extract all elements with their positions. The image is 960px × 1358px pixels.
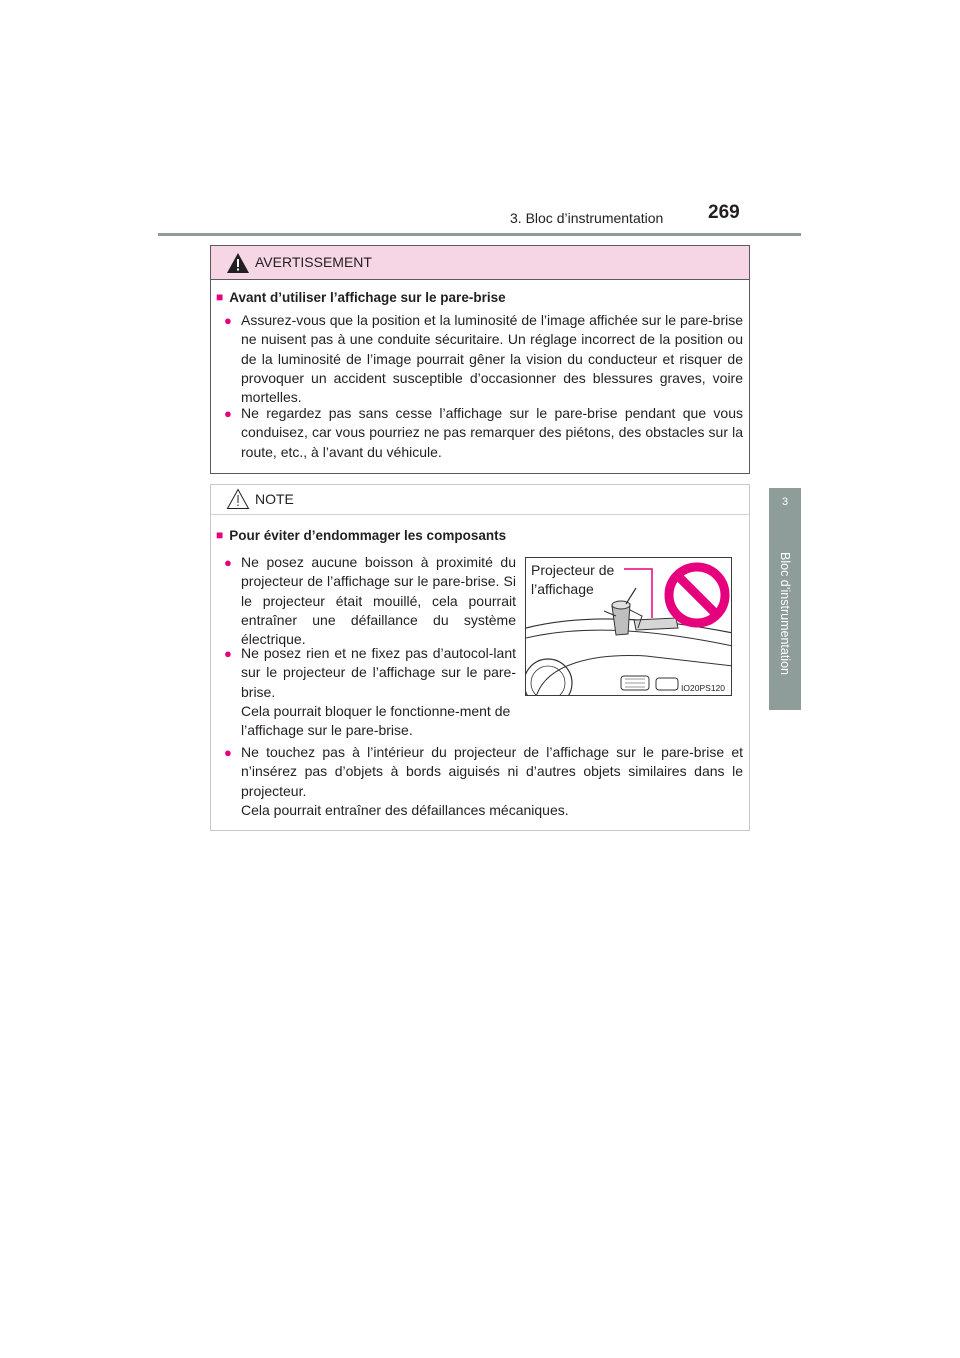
chapter-title: Bloc d’instrumentation	[778, 552, 792, 675]
notice-item-text: Cela pourrait bloquer le fonctionne-ment de l’affichage sur le pare-brise.	[241, 702, 511, 739]
bullet-icon: ●	[224, 406, 232, 421]
section-title: 3. Bloc d’instrumentation	[510, 210, 664, 226]
warning-header	[211, 246, 749, 280]
chapter-number: 3	[781, 496, 789, 508]
notice-heading	[216, 528, 506, 543]
warning-item-text: Assurez-vous que la position et la luminosité de l’image affichée sur le pare-brise ne nuisent pas à une conduite sécuritaire. Un réglage incorrect de la position ou de la luminosité de l’image pourrait gêner la vision du conducteur et risquer de provoquer un accident susceptible d’occasionner des blessures graves, voire mortelles.	[241, 312, 743, 406]
notice-item	[224, 644, 516, 740]
notice-heading-text: Pour éviter d’endommager les composants	[229, 528, 507, 543]
bullet-icon: ●	[224, 646, 232, 661]
notice-item-text: Ne posez rien et ne fixez pas d’autocol-lant sur le projecteur de l’affichage sur le pare-brise.	[241, 645, 516, 700]
notice-item-text: Ne touchez pas à l’intérieur du projecteur de l’affichage sur le pare-brise et n’insérez pas d’objets à bords aiguisés ni d’autres objets similaires dans le projecteur.	[241, 744, 743, 799]
notice-item	[224, 743, 743, 820]
notice-item	[224, 553, 516, 649]
figure-label-line1: Projecteur de	[531, 562, 615, 578]
notice-item-text: Ne posez aucune boisson à proximité du projecteur de l’affichage sur le pare-brise. Si le projecteur était mouillé, cela pourrait entraîner une défaillance du système électrique.	[241, 554, 516, 648]
notice-label: NOTE	[255, 491, 294, 507]
warning-item	[224, 404, 743, 462]
bullet-icon: ●	[224, 745, 232, 760]
warning-item	[224, 311, 743, 407]
page-number: 269	[708, 202, 740, 223]
warning-item-text: Ne regardez pas sans cesse l’affichage sur le pare-brise pendant que vous conduisez, car vous pourriez ne pas remarquer des piétons, des obstacles sur la route, etc., à l’avant du véhicule.	[241, 405, 743, 460]
notice-header	[211, 485, 749, 515]
warning-heading-text: Avant d’utiliser l’affichage sur le pare-brise	[229, 290, 506, 305]
notice-item-text: Cela pourrait entraîner des défaillances mécaniques.	[241, 801, 569, 818]
bullet-icon: ●	[224, 313, 232, 328]
warning-triangle-icon	[226, 252, 250, 274]
projector-illustration	[525, 557, 732, 696]
heading-square-icon: ■	[216, 528, 224, 542]
chapter-title-container	[770, 552, 800, 702]
warning-label: AVERTISSEMENT	[255, 254, 372, 270]
notice-box	[210, 484, 750, 831]
warning-heading	[216, 290, 506, 305]
figure-label-line2: l’affichage	[531, 581, 594, 597]
header-rule	[158, 233, 801, 236]
warning-box	[210, 245, 750, 474]
caution-triangle-icon	[226, 488, 250, 510]
bullet-icon: ●	[224, 555, 232, 570]
figure-code: IO20PS120	[681, 683, 725, 693]
figure-label	[531, 561, 614, 599]
heading-square-icon: ■	[216, 290, 224, 304]
